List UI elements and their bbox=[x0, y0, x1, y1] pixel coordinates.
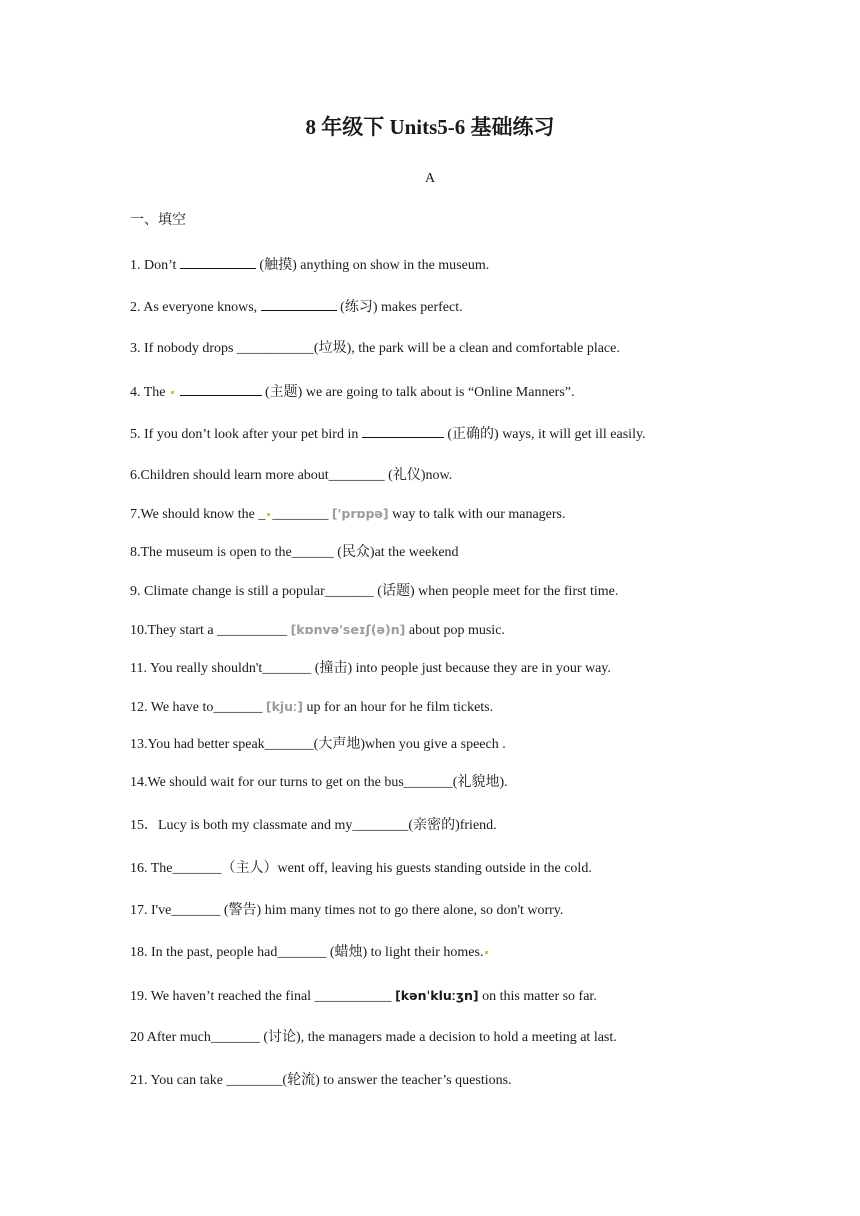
marker-dot-icon bbox=[485, 951, 488, 954]
question-8: 8.The museum is open to the______ (民众)at the weekend bbox=[130, 545, 459, 560]
phonetic-hint: [kjuː] bbox=[265, 699, 304, 714]
question-text: 19. We haven’t reached the final ___________ bbox=[130, 989, 396, 1004]
question-11: 11. You really shouldn't_______ (撞击) into people just because they are in your way. bbox=[130, 661, 611, 676]
question-2 bbox=[130, 297, 463, 317]
question-text: way to talk with our managers. bbox=[392, 507, 566, 522]
question-text: ________ bbox=[272, 507, 332, 522]
question-15: 15．Lucy is both my classmate and my________(亲密的)friend. bbox=[130, 818, 497, 833]
question-text: (触摸) anything on show in the museum. bbox=[259, 258, 490, 273]
question-5 bbox=[130, 424, 646, 444]
phonetic-hint: [kɒnvə'seɪʃ(ə)n] bbox=[290, 622, 406, 637]
phonetic-hint: [kənˈkluːʒn] bbox=[395, 988, 479, 1003]
marker-dot-icon bbox=[267, 513, 270, 516]
question-text: 5. If you don’t look after your pet bird in bbox=[130, 427, 362, 442]
question-3: 3. If nobody drops ___________(垃圾), the park will be a clean and comfortable place. bbox=[130, 341, 620, 356]
question-text: 10.They start a __________ bbox=[130, 623, 291, 638]
question-14: 14.We should wait for our turns to get on the bus_______(礼貌地). bbox=[130, 775, 508, 790]
question-4 bbox=[130, 382, 575, 402]
question-text: 12. We have to_______ bbox=[130, 700, 266, 715]
question-text: 4. The bbox=[130, 385, 170, 400]
question-text: 18. In the past, people had_______ (蜡烛) to light their homes. bbox=[130, 945, 484, 960]
question-text: about pop music. bbox=[408, 623, 505, 638]
question-text: (正确的) ways, it will get ill easily. bbox=[447, 427, 646, 442]
question-7 bbox=[130, 505, 566, 524]
section-letter: A bbox=[424, 171, 436, 186]
question-12 bbox=[130, 698, 493, 717]
question-18 bbox=[130, 944, 490, 962]
question-16: 16. The_______（主人）went off, leaving his guests standing outside in the cold. bbox=[130, 861, 592, 876]
question-text: on this matter so far. bbox=[482, 989, 597, 1004]
question-text: 7.We should know the _ bbox=[130, 507, 266, 522]
question-10 bbox=[130, 621, 505, 640]
phonetic-hint: ['prɒpə] bbox=[331, 506, 389, 521]
question-6: 6.Children should learn more about________ (礼仪)now. bbox=[130, 468, 453, 483]
question-text: 2. As everyone knows, bbox=[130, 300, 261, 315]
question-1 bbox=[130, 255, 489, 275]
answer-blank[interactable] bbox=[362, 424, 444, 438]
question-text: up for an hour for he film tickets. bbox=[306, 700, 494, 715]
question-text: (主题) we are going to talk about is “Online Manners”. bbox=[265, 385, 575, 400]
question-text: 1. Don’t bbox=[130, 258, 180, 273]
question-9: 9. Climate change is still a popular_______ (话题) when people meet for the first time. bbox=[130, 584, 619, 599]
question-19 bbox=[130, 987, 597, 1006]
question-17: 17. I've_______ (警告) him many times not to go there alone, so don't worry. bbox=[130, 903, 564, 918]
question-21: 21. You can take ________(轮流) to answer the teacher’s questions. bbox=[130, 1073, 512, 1088]
answer-blank[interactable] bbox=[261, 297, 337, 311]
question-13: 13.You had better speak_______(大声地)when you give a speech . bbox=[130, 737, 506, 752]
page-title: 8 年级下 Units5-6 基础练习 bbox=[305, 115, 555, 139]
answer-blank[interactable] bbox=[180, 382, 262, 396]
section-heading: 一、填空 bbox=[130, 213, 186, 228]
answer-blank[interactable] bbox=[180, 255, 256, 269]
question-20: 20 After much_______ (讨论), the managers made a decision to hold a meeting at last. bbox=[130, 1030, 617, 1045]
question-text: (练习) makes perfect. bbox=[340, 300, 463, 315]
marker-dot-icon bbox=[171, 391, 174, 394]
